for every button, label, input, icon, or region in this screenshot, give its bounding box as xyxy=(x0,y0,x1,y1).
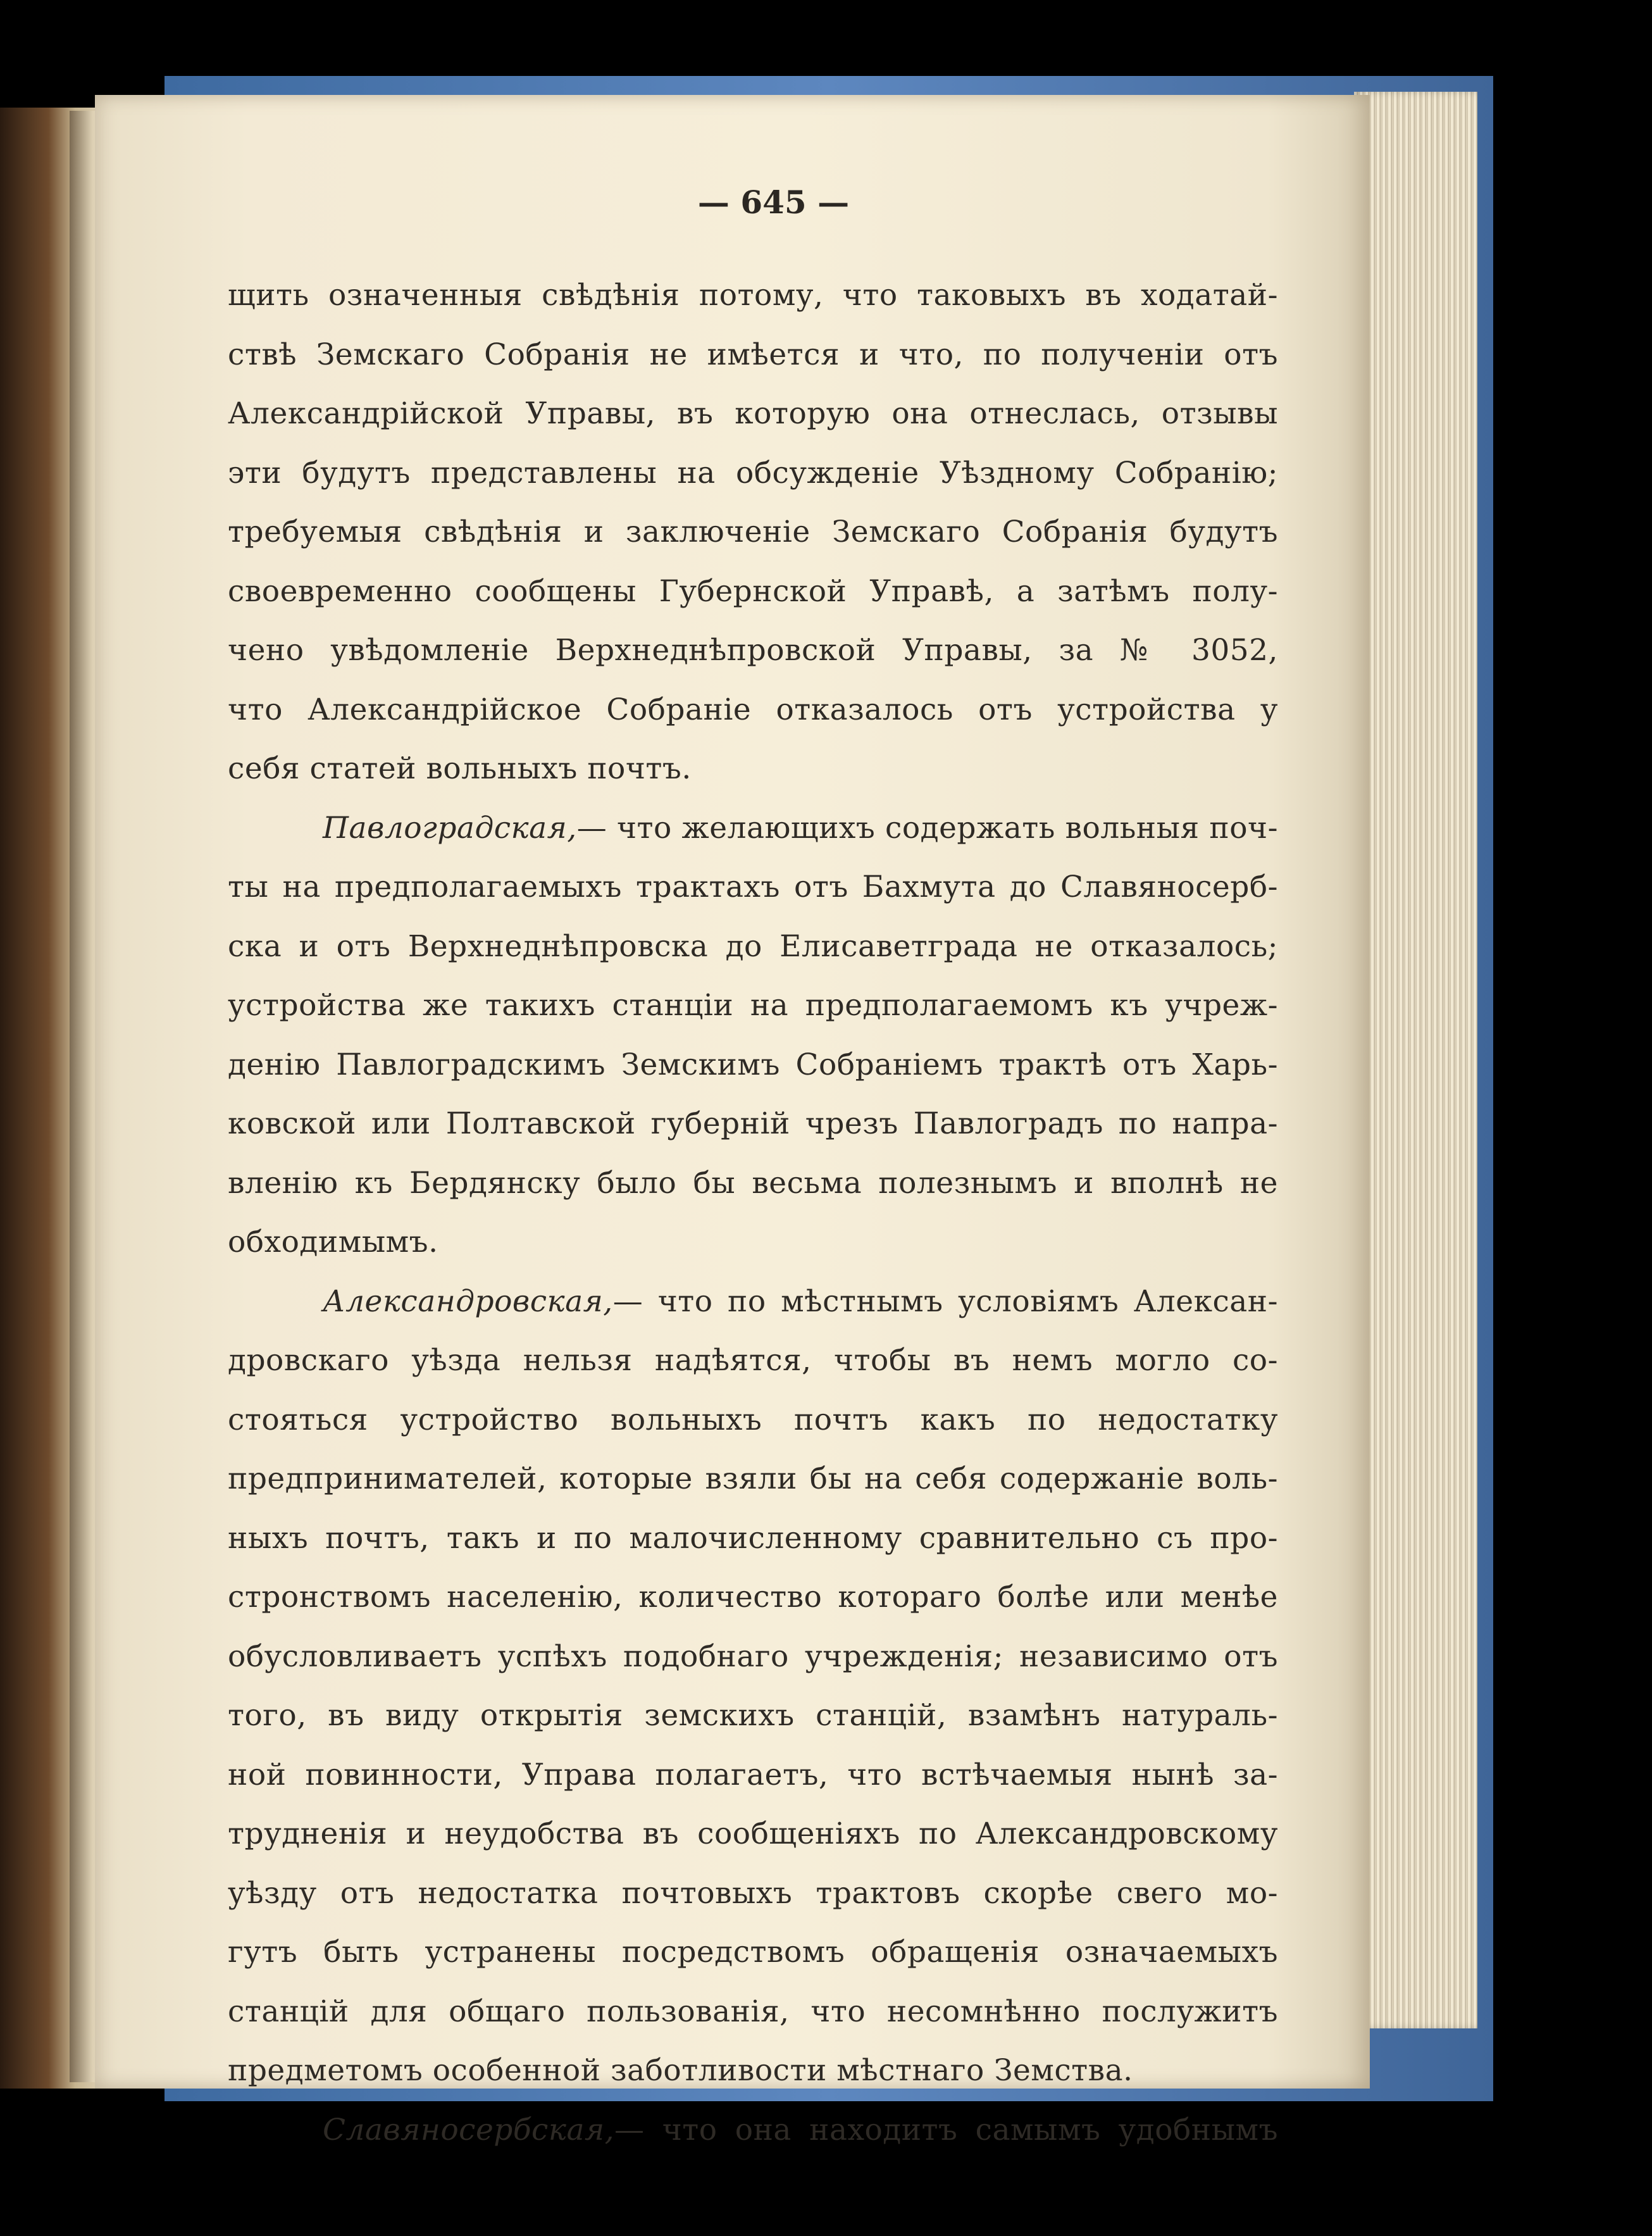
line-text: станцій для общаго пользованія, что несомнѣнно послужитъ xyxy=(228,1994,1278,2029)
text-line xyxy=(228,1686,1278,1746)
text-line xyxy=(228,917,1278,977)
line-text: ты на предполагаемыхъ трактахъ отъ Бахмута до Славяносерб- xyxy=(228,870,1278,904)
line-text: — что она находитъ самымъ удобнымъ xyxy=(614,2112,1278,2147)
text-line xyxy=(228,1923,1278,1982)
text-line xyxy=(228,1035,1278,1095)
line-text: того, въ виду открытія земскихъ станцій, взамѣнъ натураль- xyxy=(228,1698,1278,1733)
line-text: ствѣ Земскаго Собранія не имѣется и что, по полученіи отъ xyxy=(228,337,1278,372)
line-text: что Александрійское Собраніе отказалось отъ устройства у xyxy=(228,692,1278,727)
line-text: ковской или Полтавской губерній чрезъ Павлоградъ по напра- xyxy=(228,1106,1278,1141)
text-line xyxy=(228,2041,1278,2101)
text-line xyxy=(228,976,1278,1035)
text-line xyxy=(228,1568,1278,1627)
line-text: ска и отъ Верхнеднѣпровска до Елисаветграда не отказалось; xyxy=(228,928,1278,964)
line-text: ныхъ почтъ, такъ и по малочисленному сравнительно съ про- xyxy=(228,1520,1278,1556)
line-text: стронствомъ населенію, количество котораго болѣе или менѣе xyxy=(228,1580,1278,1615)
line-text: Александрійской Управы, въ которую она отнеслась, отзывы xyxy=(228,396,1278,431)
text-line xyxy=(228,1449,1278,1509)
line-text: обусловливаетъ успѣхъ подобнаго учрежденія; независимо отъ xyxy=(228,1639,1278,1674)
text-line xyxy=(228,266,1278,325)
text-line xyxy=(228,1509,1278,1568)
section-lead-italic: Славяносербская, xyxy=(323,2112,615,2147)
line-text: требуемыя свѣдѣнія и заключеніе Земскаго Собранія будутъ xyxy=(228,515,1278,549)
text-line xyxy=(228,1094,1278,1154)
line-text: эти будутъ представлены на обсужденіе Уѣздному Собранію; xyxy=(228,455,1278,490)
text-line xyxy=(228,621,1278,680)
text-line xyxy=(228,1154,1278,1213)
line-text: — что по мѣстнымъ условіямъ Алексан- xyxy=(612,1284,1278,1319)
text-line xyxy=(228,1331,1278,1390)
text-line xyxy=(228,858,1278,917)
line-text: предметомъ особенной заботливости мѣстнаго Земства. xyxy=(228,2053,1133,2088)
text-line xyxy=(228,1213,1278,1272)
text-line xyxy=(228,1804,1278,1864)
line-text: обходимымъ. xyxy=(228,1225,438,1259)
page-number: — 645 — xyxy=(697,184,850,221)
line-text: дровскаго уѣзда нельзя надѣятся, чтобы въ немъ могло со- xyxy=(228,1343,1278,1378)
line-text: денію Павлоградскимъ Земскимъ Собраніемъ трактѣ отъ Харь- xyxy=(228,1047,1278,1082)
text-line xyxy=(228,503,1278,562)
text-line xyxy=(228,2101,1278,2160)
line-text: стояться устройство вольныхъ почтъ какъ по недостатку xyxy=(228,1402,1278,1437)
text-line xyxy=(228,384,1278,444)
text-line xyxy=(228,1864,1278,1923)
line-text: вленію къ Бердянску было бы весьма полезнымъ и вполнѣ не xyxy=(228,1165,1278,1201)
text-line xyxy=(228,325,1278,385)
line-text: трудненія и неудобства въ сообщеніяхъ по Александровскому xyxy=(228,1816,1278,1851)
line-text: чено увѣдомленіе Верхнеднѣпровской Управы, за № 3052, xyxy=(228,633,1278,668)
line-text: устройства же такихъ станціи на предполагаемомъ къ учреж- xyxy=(228,988,1278,1023)
text-line xyxy=(228,739,1278,799)
text-line xyxy=(228,1627,1278,1687)
text-line xyxy=(228,1272,1278,1332)
text-line xyxy=(228,1746,1278,1805)
text-line xyxy=(228,680,1278,740)
line-text: — что желающихъ содержать вольныя поч- xyxy=(576,810,1278,846)
line-text: предпринимателей, которые взяли бы на себя содержаніе воль- xyxy=(228,1461,1278,1496)
text-line xyxy=(228,444,1278,503)
text-line xyxy=(228,1390,1278,1450)
line-text: ной повинности, Управа полагаетъ, что встѣчаемыя нынѣ за- xyxy=(228,1757,1278,1792)
line-text: своевременно сообщены Губернской Управѣ, а затѣмъ полу- xyxy=(228,573,1278,609)
line-text: уѣзду отъ недостатка почтовыхъ трактовъ скорѣе свего мо- xyxy=(228,1875,1278,1911)
text-block xyxy=(228,266,1278,2159)
page-stack-edges xyxy=(1354,92,1477,2028)
book-page xyxy=(95,95,1370,2147)
line-text: щить означенныя свѣдѣнія потому, что таковыхъ въ ходатай- xyxy=(228,278,1278,313)
text-line xyxy=(228,562,1278,621)
section-lead-italic: Александровская, xyxy=(323,1284,613,1319)
text-line xyxy=(228,799,1278,858)
line-text: гутъ быть устранены посредствомъ обращенія означаемыхъ xyxy=(228,1935,1278,1970)
section-lead-italic: Павлоградская, xyxy=(323,810,577,846)
line-text: себя статей вольныхъ почтъ. xyxy=(228,751,692,786)
text-line xyxy=(228,1982,1278,2042)
